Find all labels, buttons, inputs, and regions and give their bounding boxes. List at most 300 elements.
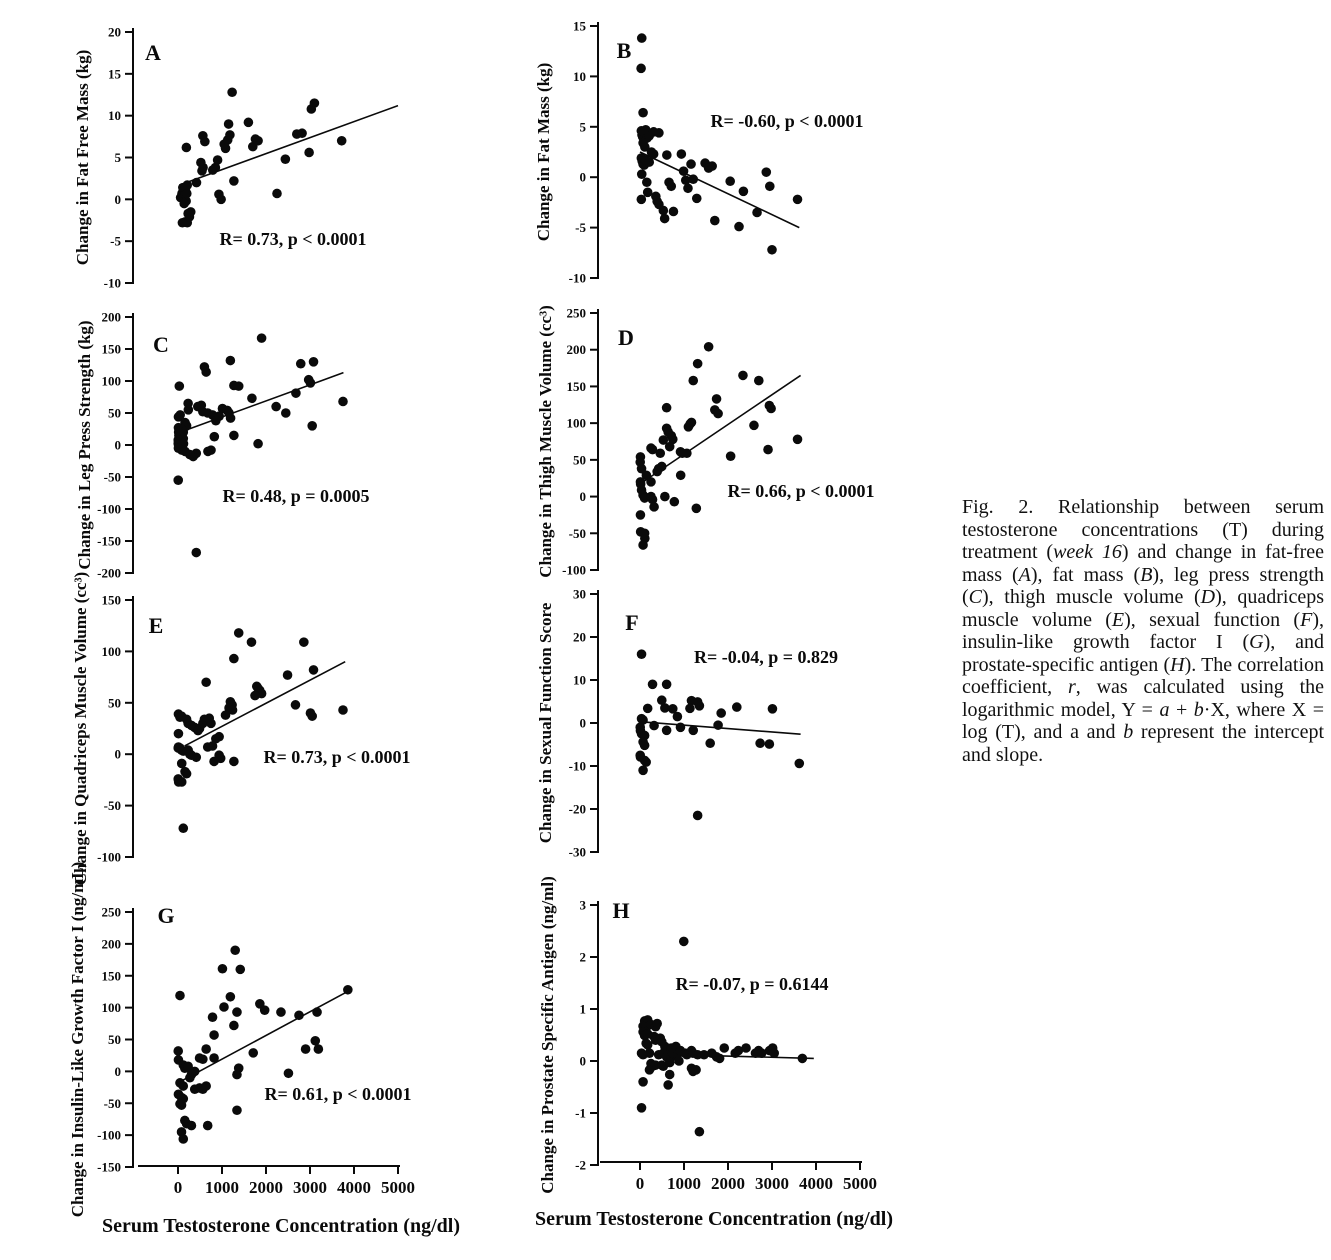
caption-segment: ). The correlation coefficient, [962, 653, 1324, 698]
y-tick-label: 250 [566, 305, 586, 321]
data-point [669, 207, 679, 217]
data-point [665, 1058, 675, 1068]
panel-letter: B [616, 38, 632, 63]
data-point [201, 367, 211, 377]
data-point [250, 691, 260, 701]
data-point [272, 189, 282, 199]
panel-H [538, 876, 829, 1193]
data-point [641, 757, 651, 767]
caption-segment: a [1159, 698, 1170, 721]
y-tick-label: 0 [114, 1063, 121, 1079]
data-point [640, 741, 650, 751]
y-tick-label: -200 [97, 565, 121, 581]
data-point [257, 333, 267, 343]
panel-letter: F [625, 610, 639, 635]
y-tick-label: 150 [101, 968, 121, 984]
correlation-annotation: R= -0.04, p = 0.829 [693, 647, 839, 667]
data-point [643, 704, 653, 714]
caption-segment: ), leg press strength ( [962, 563, 1324, 608]
data-point [304, 148, 314, 158]
data-point [660, 214, 670, 224]
data-point [175, 991, 185, 1001]
y-tick-label: -100 [97, 501, 121, 517]
x-tick-label: 0 [635, 1174, 645, 1193]
y-tick-label: -20 [568, 801, 586, 817]
data-point [224, 119, 234, 129]
panel-letter: H [612, 898, 630, 923]
panel-C [75, 310, 370, 581]
data-point [643, 1040, 653, 1050]
caption-segment: ·X, where X = log (T), and a and [962, 698, 1324, 743]
y-tick-label: -100 [97, 1127, 121, 1143]
panel-B [534, 19, 864, 286]
data-point [767, 245, 777, 255]
data-point [749, 421, 759, 431]
data-point [248, 1048, 258, 1058]
y-tick-label: 1 [579, 1001, 586, 1017]
y-tick-label: 3 [579, 897, 586, 913]
y-tick-label: -5 [575, 220, 586, 236]
data-point [726, 451, 736, 461]
x-tick-label: 2000 [711, 1174, 745, 1193]
data-point [192, 178, 202, 188]
caption-segment: b [1123, 721, 1134, 743]
y-tick-label: 20 [108, 24, 121, 40]
data-point [232, 1105, 242, 1115]
data-point [307, 711, 317, 721]
data-point [765, 181, 775, 191]
data-point [229, 757, 239, 767]
y-tick-label: 10 [573, 68, 586, 84]
data-point [685, 704, 695, 714]
data-point [204, 713, 214, 723]
data-point [301, 1044, 311, 1054]
data-point [219, 1002, 229, 1012]
data-point [210, 432, 220, 442]
data-point [738, 371, 748, 381]
data-point [637, 649, 647, 659]
data-point [291, 700, 301, 710]
data-point [710, 216, 720, 226]
data-point [209, 1030, 219, 1040]
caption-segment: E [1111, 608, 1125, 631]
y-tick-label: 15 [108, 66, 121, 82]
panel-F [536, 587, 838, 860]
data-point [209, 1053, 219, 1063]
y-tick-label: 100 [101, 373, 121, 389]
x-tick-label: 5000 [843, 1174, 877, 1193]
data-point [679, 166, 689, 176]
trend-line [185, 662, 346, 746]
y-axis-label: Change in Sexual Function Score [536, 602, 555, 844]
data-point [226, 413, 236, 423]
y-tick-label: -150 [97, 1159, 121, 1175]
y-tick-label: 30 [573, 586, 586, 602]
data-point [654, 128, 664, 138]
y-tick-label: 20 [573, 629, 586, 645]
y-tick-label: 100 [101, 643, 121, 659]
data-point [662, 150, 672, 160]
y-tick-label: -10 [568, 758, 586, 774]
data-point [649, 721, 659, 731]
data-point [677, 149, 687, 159]
data-point [177, 759, 187, 769]
panel-E [71, 572, 411, 885]
y-tick-label: 0 [114, 191, 121, 207]
data-point [648, 680, 658, 690]
y-tick-label: 2 [579, 949, 586, 965]
data-point [768, 704, 778, 714]
y-tick-label: 150 [566, 378, 586, 394]
data-point [676, 470, 686, 480]
data-point [178, 1134, 188, 1144]
data-point [676, 723, 686, 733]
data-point [177, 1100, 187, 1110]
x-tick-label: 0 [173, 1178, 183, 1197]
caption-segment: G [1249, 631, 1264, 653]
data-point [732, 702, 742, 712]
x-tick-label: 5000 [381, 1178, 415, 1197]
data-point [306, 378, 316, 388]
data-point [655, 448, 665, 458]
caption-segment: + [1169, 698, 1194, 721]
data-point [642, 177, 652, 187]
data-point [754, 376, 764, 386]
data-point [712, 394, 722, 404]
caption-segment: b [1193, 698, 1204, 721]
data-point [229, 176, 239, 186]
data-point [765, 739, 775, 749]
y-tick-label: 150 [101, 592, 121, 608]
data-point [182, 180, 192, 190]
data-point [652, 1019, 662, 1029]
panel-D [536, 305, 875, 578]
panel-G [68, 862, 412, 1217]
data-point [209, 757, 219, 767]
data-point [692, 504, 702, 514]
data-point [670, 497, 680, 507]
panel-letter: E [148, 613, 164, 638]
data-point [173, 1046, 183, 1056]
data-point [734, 222, 744, 232]
data-point [637, 1103, 647, 1113]
data-point [662, 403, 672, 413]
data-point [674, 1056, 684, 1066]
data-point [211, 416, 221, 426]
data-point [260, 1005, 270, 1015]
data-point [662, 726, 672, 736]
data-point [230, 945, 240, 955]
data-point [666, 181, 676, 191]
data-point [281, 154, 291, 164]
y-tick-label: -30 [568, 844, 586, 860]
caption-segment: A [1018, 563, 1031, 586]
y-tick-label: 200 [566, 342, 586, 358]
data-point [173, 475, 183, 485]
x-axis-L [138, 1166, 415, 1197]
data-point [174, 729, 184, 739]
data-point [638, 1077, 648, 1087]
y-tick-label: 0 [579, 715, 586, 731]
data-point [684, 422, 694, 432]
data-point [198, 131, 208, 141]
data-point [337, 136, 347, 146]
caption-segment: ), quadriceps muscle volume ( [962, 586, 1325, 631]
data-point [719, 1043, 729, 1053]
panel-letter: A [145, 40, 161, 65]
y-axis-label: Change in Insulin-Like Growth Factor I (ng/mL) [68, 861, 87, 1218]
data-point [284, 1068, 294, 1078]
y-axis-label: Change in Quadriceps Muscle Volume (cc³) [71, 571, 90, 886]
caption-segment: C [968, 586, 983, 608]
data-point [638, 540, 648, 550]
data-point [234, 628, 244, 638]
data-point [229, 1021, 239, 1031]
data-point [208, 741, 218, 751]
y-tick-label: 250 [101, 904, 121, 920]
data-point [229, 431, 239, 441]
data-point [309, 357, 319, 367]
panel-letter: C [153, 332, 169, 357]
data-point [739, 187, 749, 197]
y-tick-label: -5 [110, 233, 121, 249]
data-point [761, 167, 771, 177]
data-point [763, 445, 773, 455]
y-tick-label: -50 [568, 525, 586, 541]
data-point [198, 1054, 208, 1064]
x-tick-label: 1000 [667, 1174, 701, 1193]
data-point [185, 450, 195, 460]
y-axis-label: Change in Fat Free Mass (kg) [73, 49, 92, 266]
correlation-annotation: R= 0.66, p < 0.0001 [727, 481, 875, 501]
y-tick-label: -10 [568, 270, 586, 286]
data-point [693, 811, 703, 821]
data-point [244, 118, 254, 128]
y-tick-label: -2 [575, 1157, 586, 1173]
data-point [659, 206, 669, 216]
data-point [665, 1070, 675, 1080]
data-point [705, 738, 715, 748]
y-tick-label: 0 [579, 169, 586, 185]
data-point [185, 1073, 195, 1083]
data-point [715, 1054, 725, 1064]
y-tick-label: 10 [573, 672, 586, 688]
data-point [309, 665, 319, 675]
data-point [338, 397, 348, 407]
data-point [214, 732, 224, 742]
caption-segment: r [1067, 676, 1076, 698]
data-point [221, 143, 231, 153]
data-point [645, 1065, 655, 1075]
data-point [766, 404, 776, 414]
x-tick-label: 1000 [205, 1178, 239, 1197]
y-tick-label: 50 [108, 405, 121, 421]
data-point [713, 720, 723, 730]
data-point [227, 87, 237, 97]
data-point [235, 965, 245, 975]
data-point [338, 705, 348, 715]
caption-segment: F [1300, 608, 1313, 631]
caption-segment: ), insulin-like growth factor I ( [962, 608, 1324, 653]
y-tick-label: 0 [579, 1053, 586, 1069]
y-axis-label: Change in Leg Press Strength (kg) [75, 320, 94, 570]
x-axis-title-right: Serum Testosterone Concentration (ng/dl) [535, 1208, 893, 1230]
data-point [663, 1080, 673, 1090]
data-point [253, 439, 263, 449]
data-point [208, 1012, 218, 1022]
data-point [665, 442, 675, 452]
data-point [299, 637, 309, 647]
data-point [310, 98, 320, 108]
data-point [725, 176, 735, 186]
data-point [182, 189, 192, 199]
correlation-annotation: R= 0.61, p < 0.0001 [264, 1084, 412, 1104]
caption-segment: B [1140, 563, 1153, 586]
data-point [636, 510, 646, 520]
data-point [173, 743, 183, 753]
data-point [314, 1044, 324, 1054]
data-point [716, 708, 726, 718]
data-point [707, 161, 717, 171]
data-point [234, 381, 244, 391]
data-point [638, 108, 648, 118]
data-point [198, 163, 208, 173]
data-point [294, 1010, 304, 1020]
y-tick-label: -150 [97, 533, 121, 549]
data-point [683, 183, 693, 193]
x-axis-R [600, 1162, 877, 1193]
data-point [201, 1044, 211, 1054]
caption-segment: ), thigh muscle volume ( [982, 586, 1201, 608]
caption-segment: D [1200, 586, 1216, 608]
data-point [281, 408, 291, 418]
data-point [184, 405, 194, 415]
caption-segment: Fig. 2. Relationship between serum testosterone concentrations (T) during treatment ( [962, 496, 1324, 563]
y-tick-label: -1 [575, 1105, 586, 1121]
data-point [692, 194, 702, 204]
y-tick-label: -50 [103, 1095, 121, 1111]
y-tick-label: -100 [562, 562, 586, 578]
data-point [695, 701, 705, 711]
data-point [174, 777, 184, 787]
y-tick-label: 50 [108, 1032, 121, 1047]
data-point [191, 752, 201, 762]
data-point [755, 738, 765, 748]
x-tick-label: 3000 [755, 1174, 789, 1193]
data-point [216, 195, 226, 205]
x-tick-label: 4000 [799, 1174, 833, 1193]
data-point [794, 759, 804, 769]
y-tick-label: 100 [101, 1000, 121, 1016]
figure-caption [962, 496, 1324, 766]
data-point [660, 492, 670, 502]
data-point [182, 143, 192, 153]
data-point [201, 677, 211, 687]
correlation-annotation: R= -0.07, p = 0.6144 [675, 974, 829, 994]
data-point [637, 195, 647, 205]
panel-letter: G [157, 903, 175, 928]
data-point [769, 1048, 779, 1058]
y-axis-label: Change in Fat Mass (kg) [534, 62, 553, 242]
y-tick-label: 0 [114, 746, 121, 762]
data-point [741, 1043, 751, 1053]
y-tick-label: 10 [108, 108, 121, 124]
data-point [178, 1081, 188, 1091]
caption-segment: represent the intercept and slope. [962, 721, 1324, 766]
x-tick-label: 4000 [337, 1178, 371, 1197]
data-point [688, 376, 698, 386]
data-point [649, 149, 659, 159]
data-point [271, 402, 281, 412]
data-point [225, 130, 235, 140]
x-tick-label: 3000 [293, 1178, 327, 1197]
caption-segment: ) and change in fat-free mass ( [962, 541, 1324, 586]
data-point [218, 964, 228, 974]
data-point [793, 434, 803, 444]
y-tick-label: -10 [103, 275, 121, 291]
data-point [232, 1007, 242, 1017]
data-point [226, 356, 236, 366]
correlation-annotation: R= 0.73, p < 0.0001 [263, 747, 411, 767]
data-point [297, 128, 307, 138]
data-point [693, 359, 703, 369]
caption-segment: H [1170, 653, 1185, 676]
data-point [686, 159, 696, 169]
data-point [691, 1065, 701, 1075]
data-point [232, 1070, 242, 1080]
data-point [182, 769, 192, 779]
data-point [310, 1036, 320, 1046]
data-point [291, 388, 301, 398]
data-point [704, 342, 714, 352]
data-point [178, 823, 188, 833]
x-axis-title-left: Serum Testosterone Concentration (ng/dl) [102, 1215, 460, 1237]
data-point [793, 195, 803, 205]
data-point [713, 409, 723, 419]
correlation-annotation: R= -0.60, p < 0.0001 [710, 111, 864, 131]
y-tick-label: 0 [114, 437, 121, 453]
data-point [688, 726, 698, 736]
data-point [637, 169, 647, 179]
data-point [191, 548, 201, 558]
y-tick-label: 15 [573, 18, 586, 34]
data-point [247, 393, 257, 403]
data-point [179, 199, 189, 209]
data-point [221, 710, 231, 720]
y-axis-label: Change in Prostate Specific Antigen (ng/ml) [538, 876, 557, 1194]
data-point [283, 670, 293, 680]
data-point [644, 157, 654, 167]
data-point [307, 421, 317, 431]
data-point [203, 1121, 213, 1131]
data-point [652, 467, 662, 477]
data-point [752, 208, 762, 218]
y-tick-label: 50 [108, 695, 121, 711]
caption-segment: , was calculated using the logarithmic model, Y = [962, 676, 1324, 721]
caption-segment: ), sexual function ( [1124, 608, 1301, 631]
data-point [645, 1048, 655, 1058]
data-point [226, 992, 236, 1002]
y-tick-label: 150 [101, 341, 121, 357]
data-point [688, 174, 698, 184]
y-tick-label: 5 [114, 150, 121, 165]
data-point [682, 448, 692, 458]
y-tick-label: -50 [103, 469, 121, 485]
panel-A [73, 25, 398, 291]
y-axis-label: Change in Thigh Muscle Volume (cc³) [536, 305, 555, 578]
data-point [187, 1121, 197, 1131]
data-point [203, 447, 213, 457]
